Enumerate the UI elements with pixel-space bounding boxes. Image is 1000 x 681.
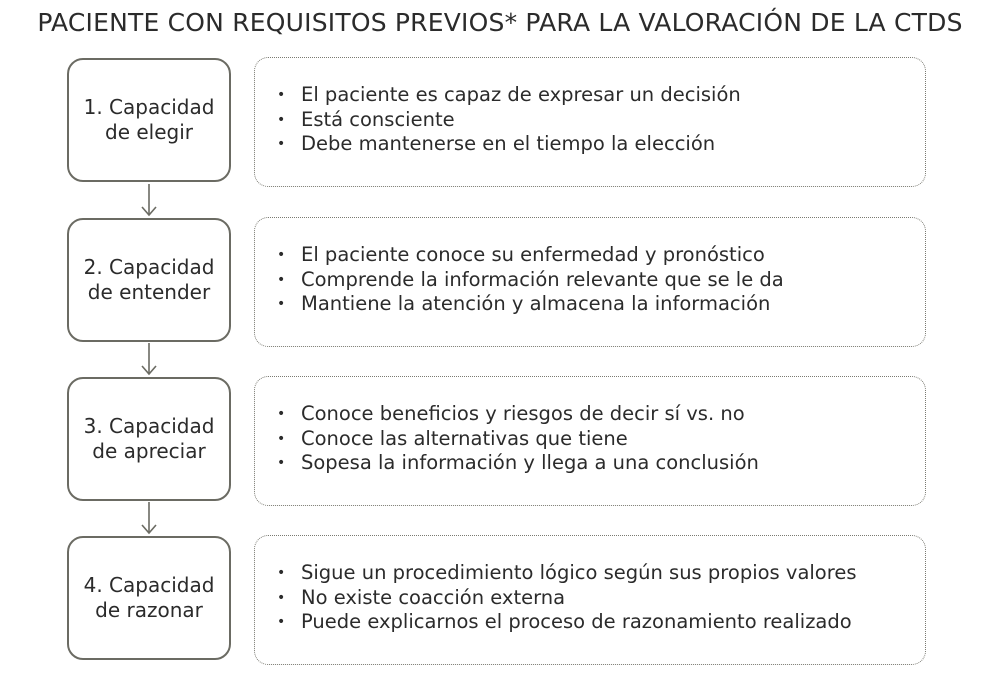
criteria-panel-apreciar xyxy=(254,376,926,506)
diagram-title: PACIENTE CON REQUISITOS PREVIOS* PARA LA VALORACIÓN DE LA CTDS xyxy=(37,8,963,37)
step-label-line1: 4. Capacidad xyxy=(83,573,215,597)
step-label-line2: de entender xyxy=(87,280,211,304)
criteria-item: • Puede explicarnos el proceso de razonamiento realizado xyxy=(277,610,925,635)
down-arrow-icon xyxy=(139,502,159,536)
step-label-line1: 1. Capacidad xyxy=(83,95,215,119)
criteria-list xyxy=(277,402,925,476)
criteria-item: • El paciente es capaz de expresar un decisión xyxy=(277,83,925,108)
step-box-apreciar xyxy=(67,377,231,501)
criteria-panel-entender xyxy=(254,217,926,347)
step-label-line2: de apreciar xyxy=(92,439,206,463)
criteria-item: • Sopesa la información y llega a una conclusión xyxy=(277,451,925,476)
criteria-item: • Está consciente xyxy=(277,108,925,133)
criteria-item: • Conoce beneficios y riesgos de decir sí vs. no xyxy=(277,402,925,427)
step-box-elegir xyxy=(67,58,231,182)
criteria-item: • Mantiene la atención y almacena la información xyxy=(277,292,925,317)
step-label-line2: de razonar xyxy=(95,598,203,622)
criteria-list xyxy=(277,83,925,157)
step-box-razonar xyxy=(67,536,231,660)
step-label-line1: 3. Capacidad xyxy=(83,414,215,438)
criteria-panel-elegir xyxy=(254,57,926,187)
criteria-item: • Conoce las alternativas que tiene xyxy=(277,427,925,452)
criteria-panel-razonar xyxy=(254,535,926,665)
criteria-item: • No existe coacción externa xyxy=(277,586,925,611)
criteria-item: • Sigue un procedimiento lógico según sus propios valores xyxy=(277,561,925,586)
criteria-item: • Comprende la información relevante que se le da xyxy=(277,268,925,293)
criteria-item: • El paciente conoce su enfermedad y pronóstico xyxy=(277,243,925,268)
step-box-entender xyxy=(67,218,231,342)
down-arrow-icon xyxy=(139,184,159,218)
step-label-line1: 2. Capacidad xyxy=(83,255,215,279)
criteria-item: • Debe mantenerse en el tiempo la elección xyxy=(277,132,925,157)
down-arrow-icon xyxy=(139,343,159,377)
criteria-list xyxy=(277,243,925,317)
criteria-list xyxy=(277,561,925,635)
step-label-line2: de elegir xyxy=(105,120,193,144)
